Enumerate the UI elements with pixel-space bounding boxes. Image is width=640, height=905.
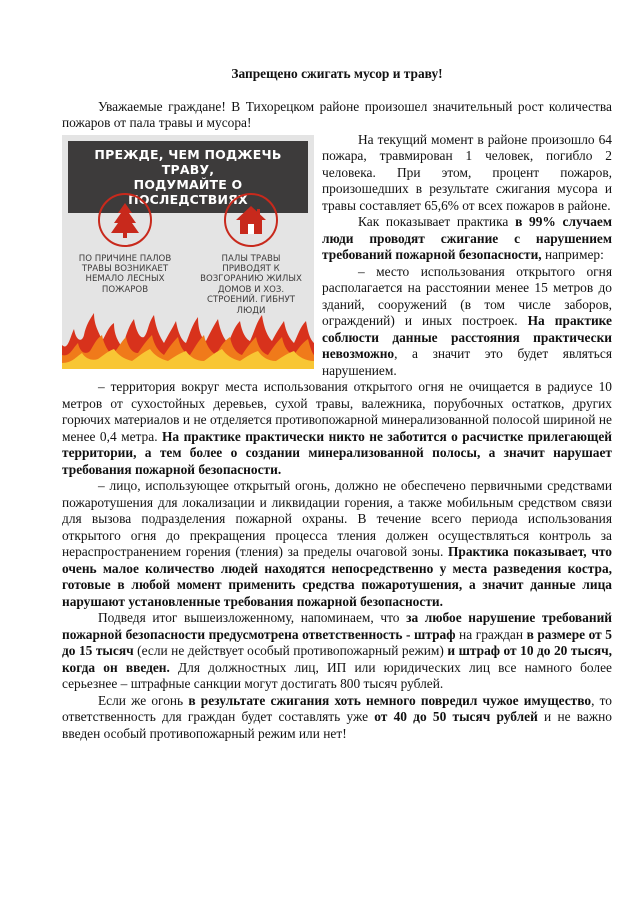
damage-text-1: Если же огонь — [98, 692, 189, 708]
poster-caption-forest: ПО ПРИЧИНЕ ПАЛОВ ТРАВЫ ВОЗНИКАЕТ НЕМАЛО ЛЕСНЫХ ПОЖАРОВ — [78, 253, 172, 295]
poster-columns — [62, 193, 314, 316]
paragraph-intro — [62, 99, 612, 132]
distance-bold: На практике соблюсти данные расстояния практически невозможно — [322, 313, 612, 361]
damage-text-3: и не важно введен особый противопожарный режим или нет! — [62, 709, 612, 741]
fines-text-1: Подведя итог вышеизложенному, напоминаем, что — [98, 610, 407, 625]
fines-bold-1: за любое нарушение требований пожарной безопасности предусмотрена ответственность - штраф — [62, 610, 613, 642]
house-icon — [235, 205, 267, 235]
document-title: Запрещено сжигать мусор и траву! — [231, 66, 443, 81]
practice-text-1: Как показывает практика — [358, 214, 516, 229]
damage-bold-1: в результате сжигания хоть немного повредил чужое имущество — [188, 692, 592, 708]
poster-heading-line2: ПОДУМАЙТЕ О ПОСЛЕДСТВИЯХ — [128, 176, 248, 207]
distance-text-1: – место использования открытого огня располагается на расстоянии менее 15 метров до зданий, сооружений (в том числе заборов, ограждений) и иных построек. — [322, 263, 612, 328]
poster-caption-house: ПАЛЫ ТРАВЫ ПРИВОДЯТ К ВОЗГОРАНИЮ ЖИЛЫХ ДОМОВ И ХОЗ. СТРОЕНИЙ. ГИБНУТ ЛЮДИ — [200, 253, 302, 316]
house-icon-circle — [224, 193, 278, 247]
poster-column-house — [196, 193, 306, 316]
territory-text-1: – территория вокруг места использования открытого огня не очищается в радиусе 10 метров от сухостойных деревьев, сухой травы, валежника, порубочных остатков, других горючих материалов и не отделяется противопожарной минерализованной полосой шириной не менее 0,4 метра. — [62, 379, 612, 444]
tree-icon-circle — [98, 193, 152, 247]
intro-text: Уважаемые граждане! В Тихорецком районе произошел значительный рост количества пожаров от пала травы и мусора! — [62, 98, 612, 130]
paragraph-territory — [62, 379, 612, 478]
tree-icon — [110, 202, 140, 238]
paragraph-fines — [62, 610, 612, 693]
territory-bold: На практике практически никто не заботится о расчистке прилегающей территории, а тем более о создании минерализованной полосы, а значит нарушает требования пожарной безопасности. — [62, 428, 613, 477]
fines-text-3: (если не действует особый противопожарный режим) — [133, 643, 448, 658]
paragraph-person — [62, 478, 612, 610]
practice-text-2: например: — [541, 247, 604, 262]
fines-bold-2: в размере от 5 до 15 тысяч — [62, 626, 612, 658]
fines-bold-3: и штраф от 10 до 20 тысяч, когда он введен. — [62, 643, 612, 675]
damage-bold-2: от 40 до 50 тысяч рублей — [374, 709, 538, 724]
flames-illustration — [62, 307, 314, 369]
poster-column-forest — [70, 193, 180, 316]
distance-text-2: , а значит это будет являться нарушением. — [322, 346, 612, 378]
person-text-1: – лицо, использующее открытый огонь, должно не обеспечено первичными средствами пожаротушения для локализации и ликвидации горения, а также мобильным средством связи для вызова подразделения пожарной охраны. В течение всего периода использования открытого огня до прекращения процесса тления должен осуществляться контроль за нераспространением горения (тления) за пределы очаговой зоны. — [62, 478, 612, 559]
practice-bold: в 99% случаем люди проводят сжигание с нарушением требований пожарной безопасности, — [322, 214, 612, 262]
damage-text-2: , то ответственность для граждан будет составлять уже — [62, 692, 612, 724]
poster-heading-line1: ПРЕЖДЕ, ЧЕМ ПОДЖЕЧЬ ТРАВУ, — [94, 146, 282, 177]
fines-text-2: на граждан — [455, 626, 527, 642]
fire-safety-poster — [62, 135, 314, 369]
fines-text-4: Для должностных лиц, ИП или юридических лиц все намного более серьезнее – штрафные санкции могут достигать 800 тысяч рублей. — [62, 659, 612, 691]
statistics-text: На текущий момент в районе произошло 64 пожара, травмирован 1 человек, погибло 2 человека. При этом, процент пожаров, произошедших в результате сжигания мусора и травы составляет 65,6% от всех пожаров в районе. — [322, 131, 612, 213]
person-bold: Практика показывает, что очень малое количество людей находятся непосредственно у места разведения костра, готовые в любой момент применить средства пожаротушения, а значит данные лица нарушают установленные требования пожарной безопасности. — [62, 544, 612, 609]
paragraph-damage — [62, 693, 612, 743]
